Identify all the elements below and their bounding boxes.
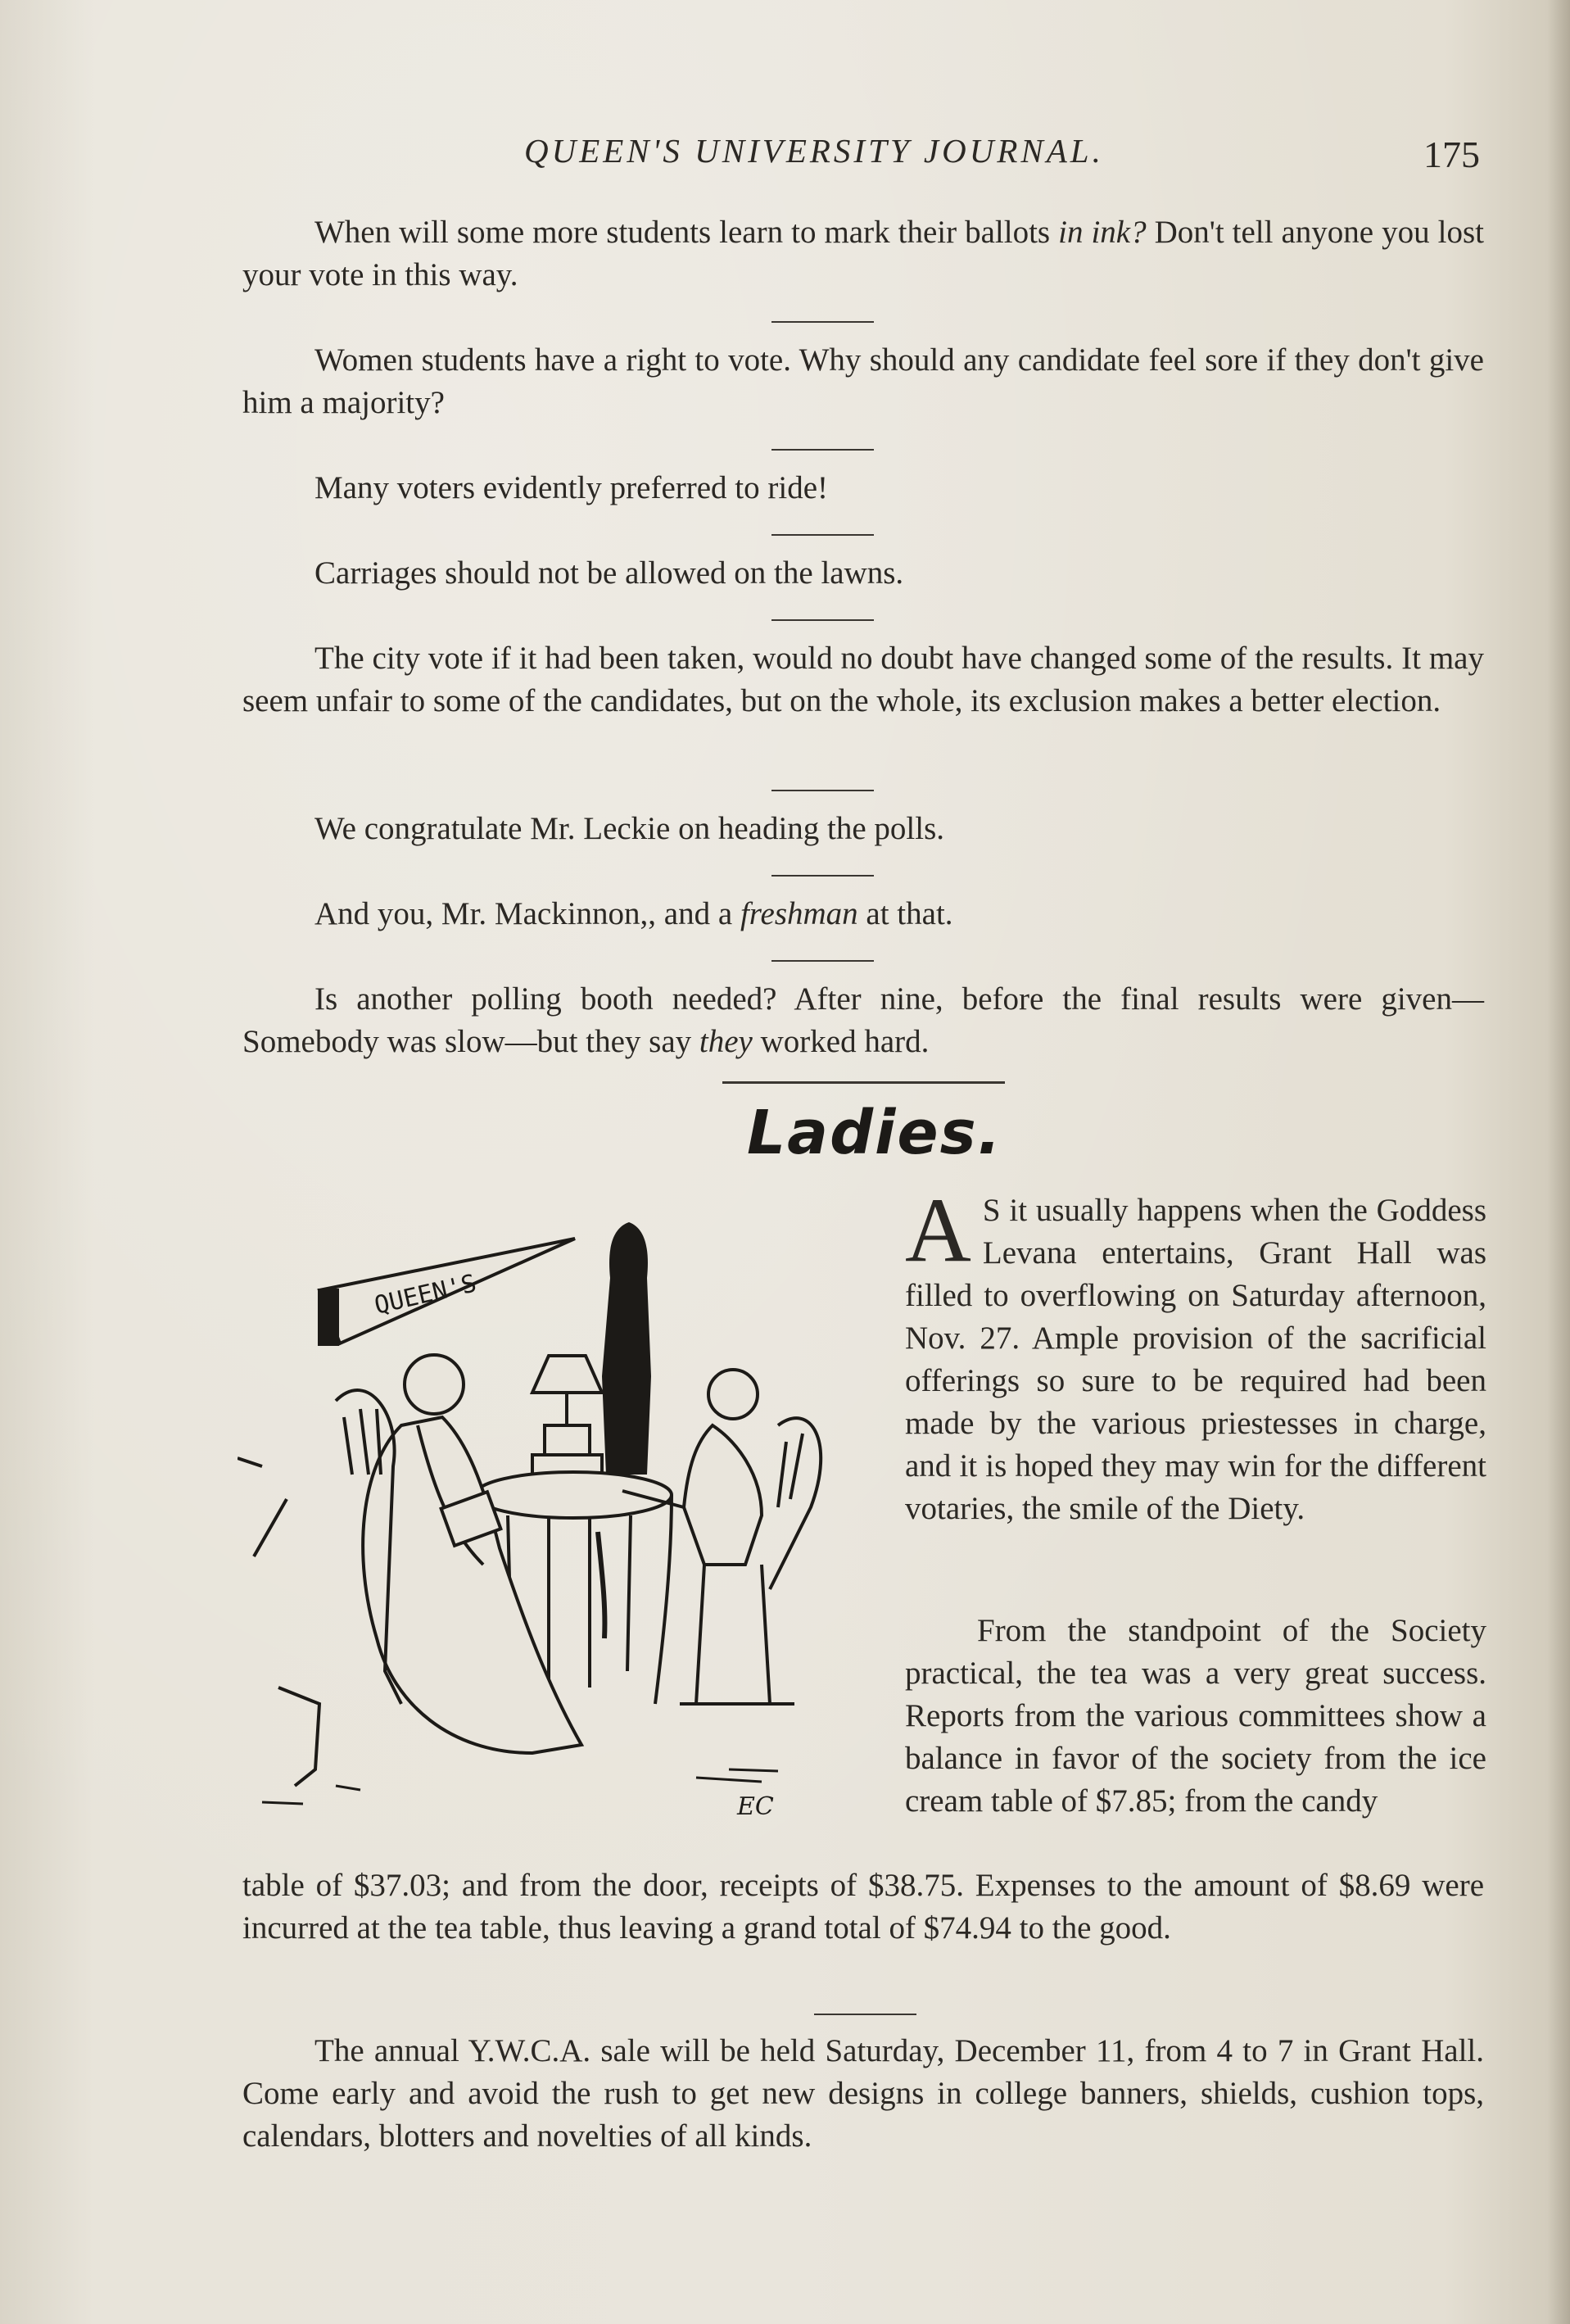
divider-rule (814, 2014, 916, 2015)
note-italic: they (699, 1024, 753, 1059)
divider-rule (771, 619, 874, 621)
note-carriages: Carriages should not be allowed on the lawns. (314, 555, 904, 591)
page-number: 175 (1423, 134, 1480, 175)
divider-rule (771, 321, 874, 323)
divider-rule (771, 534, 874, 536)
divider-rule (771, 449, 874, 451)
note-voters-ride: Many voters evidently preferred to ride! (314, 470, 829, 505)
dark-figure-drawing (602, 1222, 651, 1475)
ladies-paragraph-2-continued: table of $37.03; and from the door, receipts of $38.75. Expenses to the amount of $8.69 were incurred at the tea table, thus leaving a grand total of $74.94 to the good. (242, 1868, 1484, 1946)
artist-signature: EC (737, 1792, 774, 1821)
divider-rule (771, 960, 874, 962)
note-italic: freshman (740, 896, 858, 931)
ladies-paragraph-1 (905, 1180, 1486, 1530)
note-text: at that. (857, 896, 953, 931)
section-title-ladies: Ladies. (747, 1098, 1002, 1168)
note-city-vote: The city vote if it had been taken, would no doubt have changed some of the results. It may seem unfair to some of the candidates, but on the whole, its exclusion makes a better election. (242, 641, 1484, 718)
note-text: Is another polling booth needed? After nine, before the final results were given—Somebody was slow—but they say (242, 981, 1484, 1059)
note-text: And you, Mr. Mackinnon,, and a (314, 896, 740, 931)
floor-strokes-drawing (262, 1769, 778, 1804)
page-spine-shadow (1547, 0, 1570, 2324)
ywca-sale-notice: The annual Y.W.C.A. sale will be held Saturday, December 11, from 4 to 7 in Grant Hall. Come early and avoid the rush to get new designs in college banners, shields, cushion tops, calendars, blotters and novelties of all kinds. (242, 2033, 1484, 2154)
pennant-drawing (319, 1239, 575, 1344)
note-text: worked hard. (752, 1024, 930, 1059)
pennant-text: QUEEN'S (371, 1269, 479, 1321)
tea-party-illustration (238, 1180, 885, 1835)
divider-rule (771, 790, 874, 791)
note-text: Don't tell anyone you lost your vote in this way. (242, 215, 1484, 292)
seated-women-drawing (363, 1355, 762, 1753)
note-women-vote: Women students have a right to vote. Why should any candidate feel sore if they don't give him a majority? (242, 342, 1484, 420)
note-italic: in ink? (1058, 215, 1147, 250)
lamp-drawing (532, 1356, 602, 1475)
ladies-paragraph-2: From the standpoint of the Society practical, the tea was a very great success. Reports from the various committees show a balance in favor of the society from the ice cream table of $7.85; from the candy (905, 1613, 1486, 1819)
note-text: When will some more students learn to mark their ballots (314, 215, 1059, 250)
page-header-title: QUEEN'S UNIVERSITY JOURNAL. (524, 132, 1104, 170)
drop-cap: A (905, 1180, 971, 1281)
note-mackinnon (242, 893, 1484, 935)
section-rule (722, 1081, 1005, 1084)
ladies-text: S it usually happens when the Goddess Levana entertains, Grant Hall was filled to overflowing on Saturday afternoon, Nov. 27. Ample provision of the sacrificial offerings so sure to be required had been made by the various priestesses in charge, and it is hoped they may win for the different votaries, the smile of the Diety. (905, 1193, 1486, 1526)
divider-rule (771, 875, 874, 877)
note-leckie: We congratulate Mr. Leckie on heading the polls. (314, 811, 945, 846)
note-ink-ballots (242, 211, 1484, 297)
note-polling-booth (242, 978, 1484, 1063)
